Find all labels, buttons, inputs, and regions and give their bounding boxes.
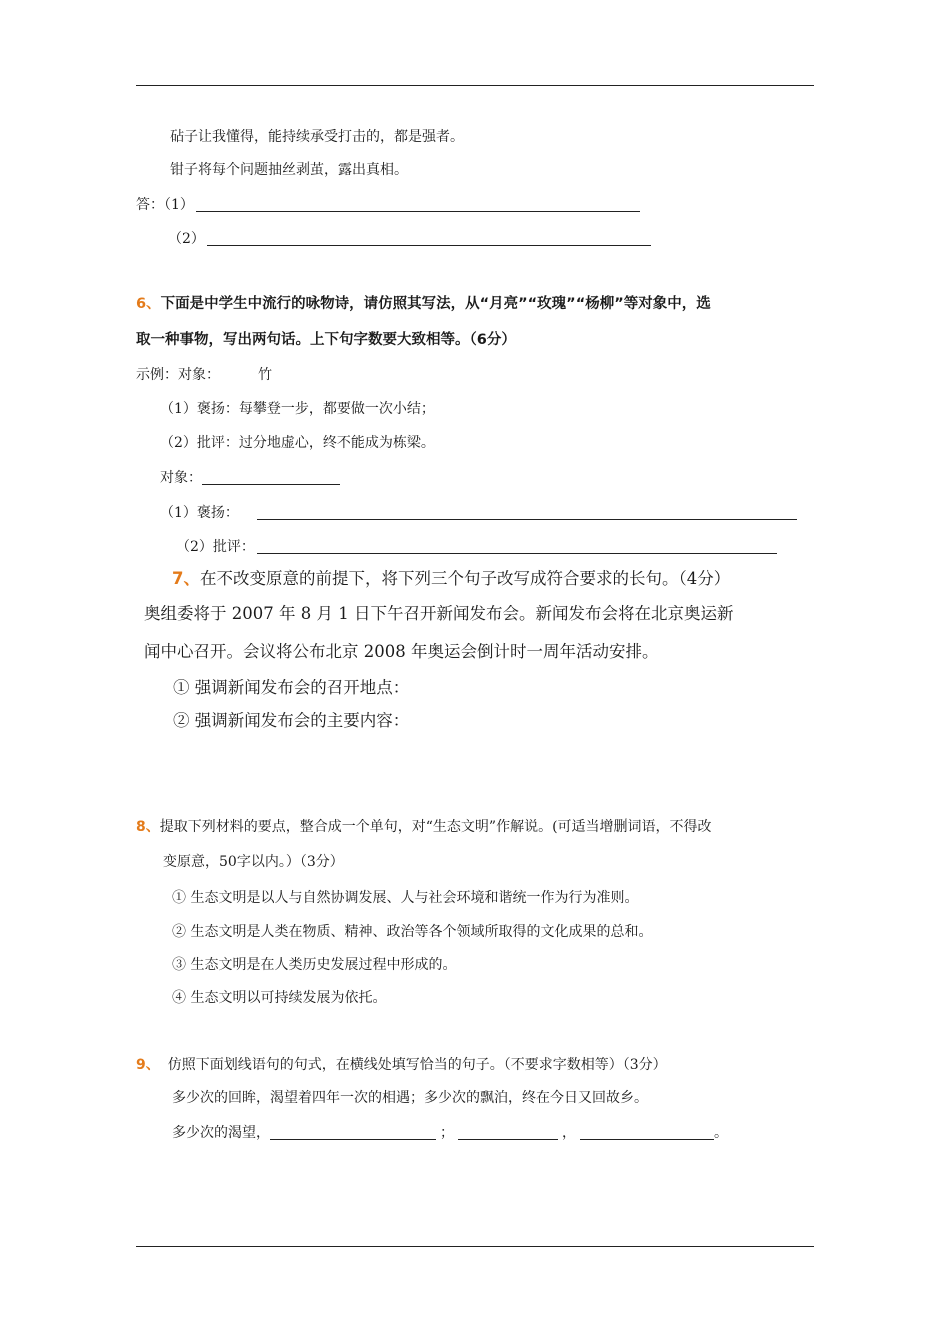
header-rule (136, 85, 814, 86)
q8-heading-line1 (136, 820, 712, 834)
q6-text-line1: 下面是中学生中流行的咏物诗，请仿照其写法，从“月亮”“玫瑰”“杨柳”等对象中，选 (160, 296, 711, 312)
praise-blank[interactable] (257, 505, 797, 520)
q9-number: 9 (136, 1057, 146, 1073)
object-blank[interactable] (202, 470, 340, 485)
q6-number: 6 (136, 296, 147, 312)
q6-criticism: （2）批评：过分地虚心，终不能成为栋梁。 (160, 435, 435, 451)
q9-fill-row (172, 1125, 728, 1140)
q7-item1: ① 强调新闻发布会的召开地点： (173, 678, 410, 697)
q7-sep: 、 (183, 569, 200, 588)
answer1-mark: （1） (164, 197, 194, 213)
q5-answer2 (168, 231, 651, 246)
q6-praise: （1）褒扬：每攀登一步，都要做一次小结； (160, 401, 435, 417)
answer2-mark: （2） (168, 231, 205, 247)
q9-sep: 、 (145, 1057, 160, 1073)
fill-punct-1: ； (440, 1125, 454, 1141)
criticism-blank[interactable] (257, 539, 777, 554)
object-label: 对象： (160, 470, 202, 486)
q7-item2: ② 强调新闻发布会的主要内容： (173, 711, 410, 730)
answer-prefix: 答： (136, 197, 164, 213)
q5-line2: 钳子将每个问题抽丝剥茧，露出真相。 (170, 162, 408, 178)
q8-heading-line2: 变原意，50字以内。）（3分） (163, 854, 344, 870)
q7-para-line1: 奥组委将于 2007 年 8 月 1 日下午召开新闻发布会。新闻发布会将在北京奥运新 (144, 604, 734, 623)
q8-item-1: ① 生态文明是以人与自然协调发展、人与社会环境和谐统一作为行为准则。 (172, 890, 639, 906)
q8-sep: 、 (145, 819, 160, 835)
fill-prefix: 多少次的渴望， (172, 1125, 270, 1141)
q7-number: 7 (172, 569, 184, 588)
fill-blank-3[interactable] (580, 1125, 714, 1140)
q7-heading (172, 571, 730, 588)
praise-label: （1）褒扬： (160, 505, 239, 521)
example-object: 竹 (258, 367, 272, 383)
q6-sep: 、 (146, 296, 161, 312)
q7-para-line2: 闻中心召开。会议将公布北京 2008 年奥运会倒计时一周年活动安排。 (144, 642, 659, 661)
q9-example: 多少次的回眸，渴望着四年一次的相遇；多少次的飘泊，终在今日又回故乡。 (172, 1090, 648, 1106)
q8-number: 8 (136, 819, 146, 835)
example-label: 示例：对象： (136, 367, 220, 383)
criticism-label: （2）批评： (176, 539, 255, 555)
fill-blank-1[interactable] (270, 1125, 436, 1140)
q5-line1: 砧子让我懂得，能持续承受打击的，都是强者。 (170, 129, 464, 145)
answer2-blank[interactable] (207, 231, 651, 246)
q6-criticism-row (176, 539, 777, 554)
q6-praise-row (160, 505, 797, 520)
fill-punct-2: ， (562, 1125, 576, 1141)
fill-blank-2[interactable] (458, 1125, 558, 1140)
q8-item-3: ③ 生态文明是在人类历史发展过程中形成的。 (172, 957, 457, 973)
q9-heading (136, 1058, 667, 1072)
q8-item-2: ② 生态文明是人类在物质、精神、政治等各个领域所取得的文化成果的总和。 (172, 924, 653, 940)
answer1-blank[interactable] (196, 197, 640, 212)
fill-punct-3: 。 (714, 1125, 728, 1141)
q9-text: 仿照下面划线语句的句式，在横线处填写恰当的句子。（不要求字数相等）（3分） (167, 1057, 667, 1073)
footer-rule (136, 1246, 814, 1247)
q6-heading-line1 (136, 297, 711, 312)
q8-item-4: ④ 生态文明以可持续发展为依托。 (172, 990, 387, 1006)
q8-text-line1: 提取下列材料的要点，整合成一个单句，对“生态文明”作解说。(可适当增删词语，不得改 (159, 819, 712, 835)
q6-object-row (160, 470, 340, 485)
q6-heading-line2: 取一种事物，写出两句话。上下句字数要大致相等。（6分） (136, 332, 516, 348)
q6-example (136, 368, 272, 382)
q7-text: 在不改变原意的前提下，将下列三个句子改写成符合要求的长句。（4分） (199, 569, 731, 588)
q5-answer1 (136, 197, 640, 212)
